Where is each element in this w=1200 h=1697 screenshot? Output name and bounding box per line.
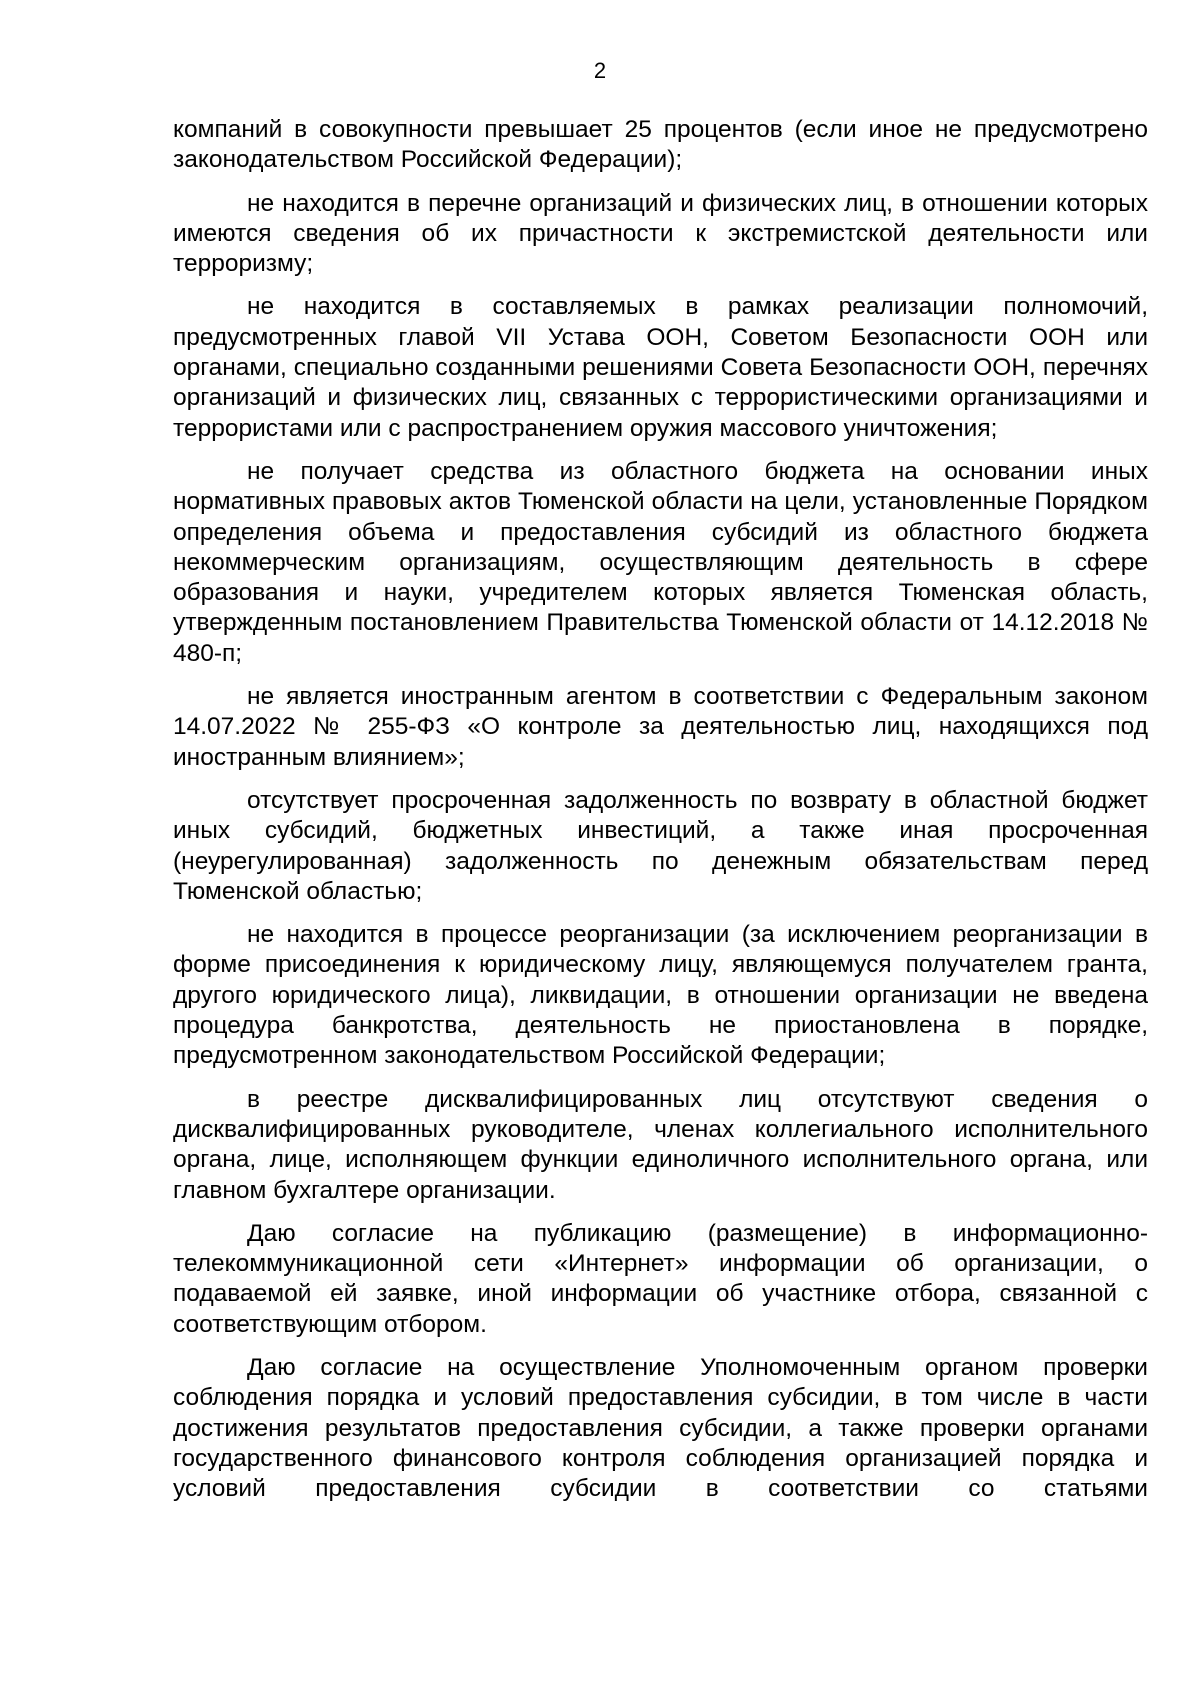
paragraph-audit-consent: Даю согласие на осуществление Уполномоченным органом проверки соблюдения порядка и условий предоставления субсидии, в том числе в части достижения результатов предоставления субсидии, а также проверки органами государственного финансового контроля соблюдения организацией порядка и условий предоставления субсидии в соответствии со статьями [173, 1353, 1148, 1503]
paragraph-foreign-agent: не является иностранным агентом в соответствии с Федеральным законом 14.07.2022 № 255-ФЗ «О контроле за деятельностью лиц, находящихся под иностранным влиянием»; [173, 683, 1148, 771]
paragraph-extremism-list: не находится в перечне организаций и физических лиц, в отношении которых имеются сведения об их причастности к экстремистской деятельности или терроризму; [173, 189, 1148, 278]
document-body [173, 115, 1148, 1504]
paragraph-regional-budget: не получает средства из областного бюджета на основании иных нормативных правовых актов Тюменской области на цели, установленные Порядком определения объема и предоставления субсидий из областного бюджета некоммерческим организациям, осуществляющим деятельность в сфере образования и науки, учредителем которых является Тюменская область, утвержденным постановлением Правительства Тюменской области от 14.12.2018 № 480-п; [173, 457, 1148, 667]
paragraph-publication-consent: Даю согласие на публикацию (размещение) в информационно-телекоммуникационной сети «Интернет» информации об организации, о подаваемой ей заявке, иной информации об участнике отбора, связанной с соответствующим отбором. [173, 1219, 1148, 1338]
paragraph-disqualified-persons: в реестре дисквалифицированных лиц отсутствуют сведения о дисквалифицированных руководителе, членах коллегиального исполнительного органа, лице, исполняющем функции единоличного исполнительного органа, или главном бухгалтере организации. [173, 1085, 1148, 1204]
paragraph-overdue-debt: отсутствует просроченная задолженность по возврату в областной бюджет иных субсидий, бюджетных инвестиций, а также иная просроченная (неурегулированная) задолженность по денежным обязательствам перед Тюменской областью; [173, 786, 1148, 905]
paragraph-un-lists: не находится в составляемых в рамках реализации полномочий, предусмотренных главой VII Устава ООН, Советом Безопасности ООН или органами, специально созданными решениями Совета Безопасности ООН, перечнях организаций и физических лиц, связанных с террористическими организациями и террористами или с распространением оружия массового уничтожения; [173, 293, 1148, 442]
page-number: 2 [593, 58, 607, 83]
paragraph-continuation: компаний в совокупности превышает 25 процентов (если иное не предусмотрено законодательством Российской Федерации); [173, 116, 1148, 174]
paragraph-reorganization: не находится в процессе реорганизации (за исключением реорганизации в форме присоединения к юридическому лицу, являющемуся получателем гранта, другого юридического лица), ликвидации, в отношении организации не введена процедура банкротства, деятельность не приостановлена в порядке, предусмотренном законодательством Российской Федерации; [173, 921, 1148, 1070]
